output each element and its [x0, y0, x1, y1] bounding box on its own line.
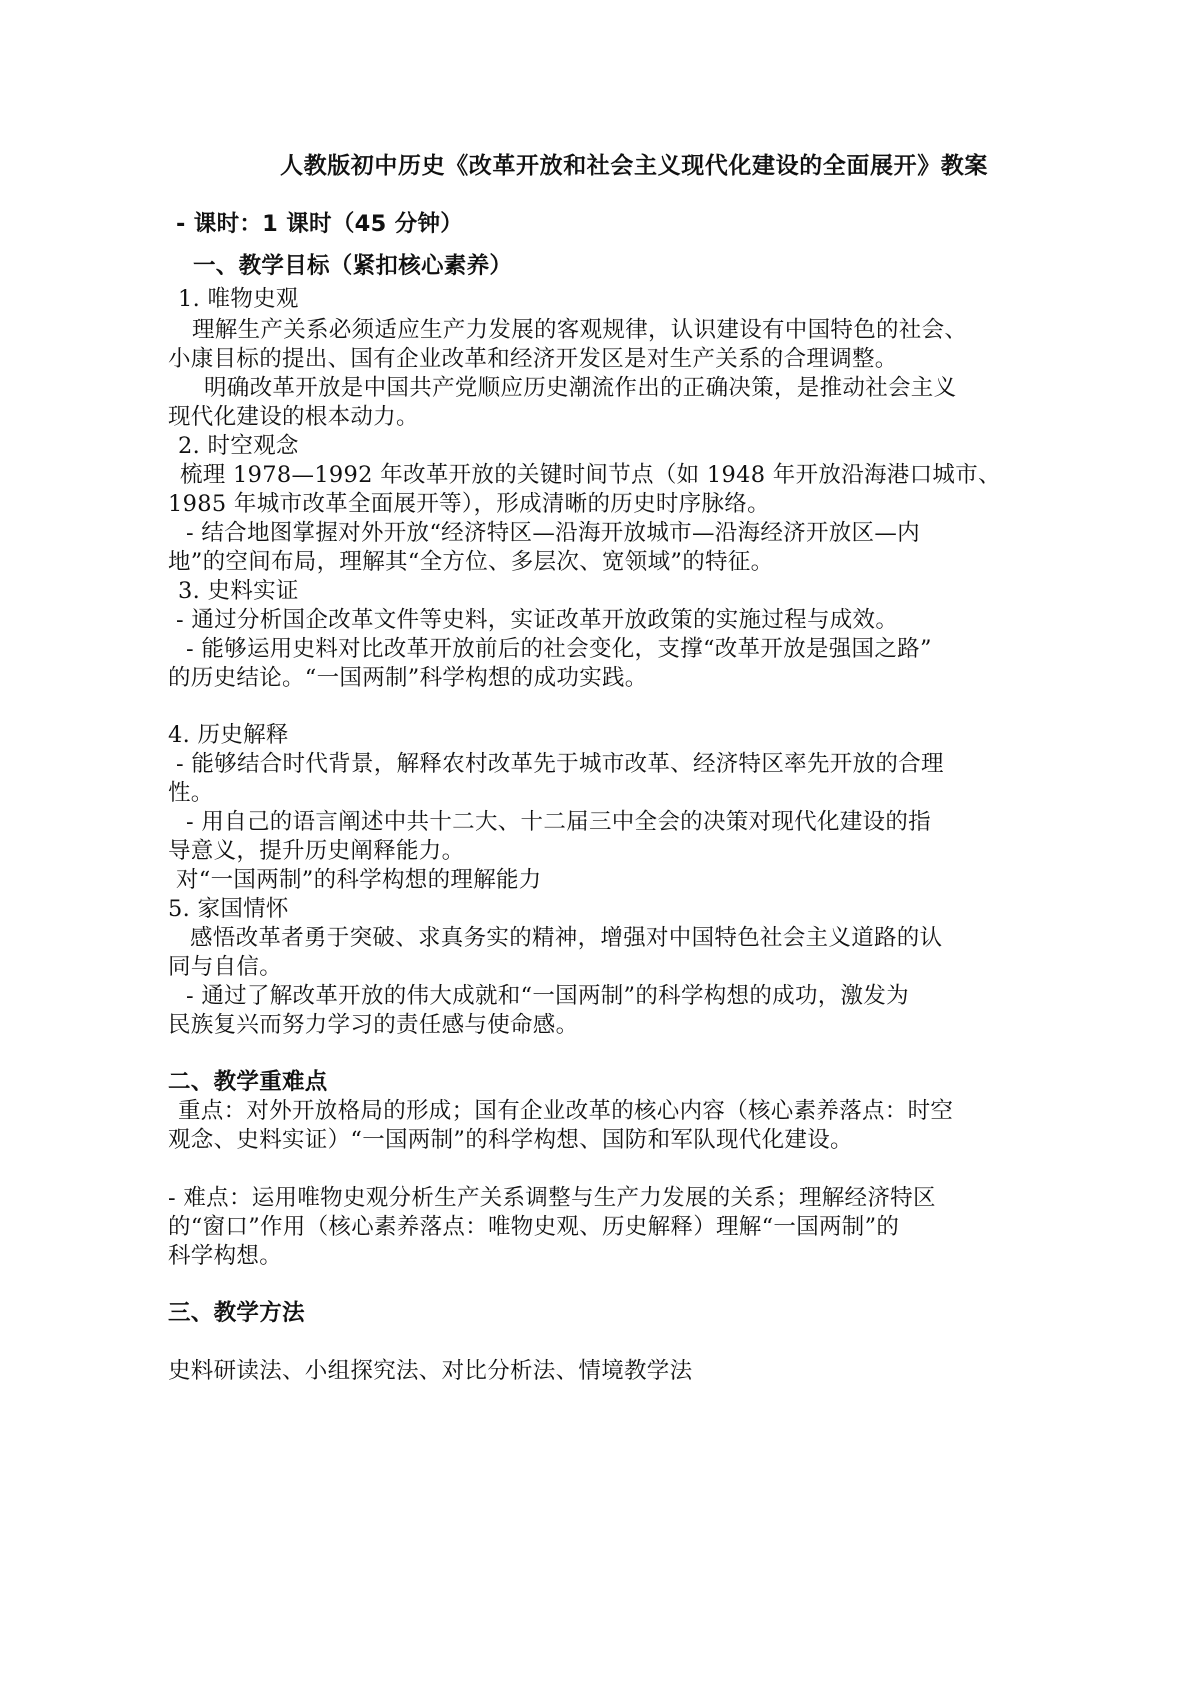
paragraph: - 通过了解改革开放的伟大成就和“一国两制”的科学构想的成功，激发为 — [186, 983, 909, 1009]
paragraph: 地”的空间布局，理解其“全方位、多层次、宽领域”的特征。 — [168, 549, 774, 575]
paragraph: 史料研读法、小组探究法、对比分析法、情境教学法 — [168, 1358, 693, 1384]
paragraph: 小康目标的提出、国有企业改革和经济开发区是对生产关系的合理调整。 — [168, 346, 898, 372]
document-title: 人教版初中历史《改革开放和社会主义现代化建设的全面展开》教案 — [280, 153, 988, 179]
paragraph: 导意义，提升历史阐释能力。 — [168, 838, 465, 864]
item-4-title: 4. 历史解释 — [168, 722, 289, 748]
class-hours: - 课时：1 课时（45 分钟） — [176, 211, 464, 237]
paragraph: 的历史结论。“一国两制”科学构想的成功实践。 — [168, 665, 648, 691]
paragraph: - 难点：运用唯物史观分析生产关系调整与生产力发展的关系；理解经济特区 — [168, 1185, 936, 1211]
section-3-heading: 三、教学方法 — [168, 1300, 305, 1326]
paragraph: 明确改革开放是中国共产党顺应历史潮流作出的正确决策，是推动社会主义 — [204, 375, 957, 401]
section-1-heading: 一、教学目标（紧扣核心素养） — [193, 253, 513, 279]
paragraph: 性。 — [168, 780, 214, 806]
paragraph: 科学构想。 — [168, 1243, 283, 1269]
paragraph: 现代化建设的根本动力。 — [168, 404, 419, 430]
paragraph: 感悟改革者勇于突破、求真务实的精神，增强对中国特色社会主义道路的认 — [190, 925, 943, 951]
paragraph: 观念、史料实证）“一国两制”的科学构想、国防和军队现代化建设。 — [168, 1127, 853, 1153]
item-1-title: 1. 唯物史观 — [178, 286, 299, 312]
paragraph: 理解生产关系必须适应生产力发展的客观规律，认识建设有中国特色的社会、 — [192, 317, 968, 343]
paragraph: 同与自信。 — [168, 954, 283, 980]
paragraph: - 结合地图掌握对外开放“经济特区—沿海开放城市—沿海经济开放区—内 — [186, 520, 920, 546]
paragraph: 1985 年城市改革全面展开等），形成清晰的历史时序脉络。 — [168, 491, 770, 517]
paragraph: 梳理 1978—1992 年改革开放的关键时间节点（如 1948 年开放沿海港口城市、 — [180, 462, 1001, 488]
item-2-title: 2. 时空观念 — [178, 433, 299, 459]
item-3-title: 3. 史料实证 — [178, 578, 299, 604]
paragraph: - 能够运用史料对比改革开放前后的社会变化，支撑“改革开放是强国之路” — [186, 636, 932, 662]
paragraph: - 通过分析国企改革文件等史料，实证改革开放政策的实施过程与成效。 — [176, 607, 899, 633]
section-2-heading: 二、教学重难点 — [168, 1069, 328, 1095]
paragraph: 重点：对外开放格局的形成；国有企业改革的核心内容（核心素养落点：时空 — [178, 1098, 954, 1124]
paragraph: - 能够结合时代背景，解释农村改革先于城市改革、经济特区率先开放的合理 — [176, 751, 944, 777]
paragraph: 民族复兴而努力学习的责任感与使命感。 — [168, 1012, 579, 1038]
paragraph: 的“窗口”作用（核心素养落点：唯物史观、历史解释）理解“一国两制”的 — [168, 1214, 900, 1240]
paragraph: - 用自己的语言阐述中共十二大、十二届三中全会的决策对现代化建设的指 — [186, 809, 931, 835]
item-5-title: 5. 家国情怀 — [168, 896, 289, 922]
paragraph: 对“一国两制”的科学构想的理解能力 — [176, 867, 542, 893]
